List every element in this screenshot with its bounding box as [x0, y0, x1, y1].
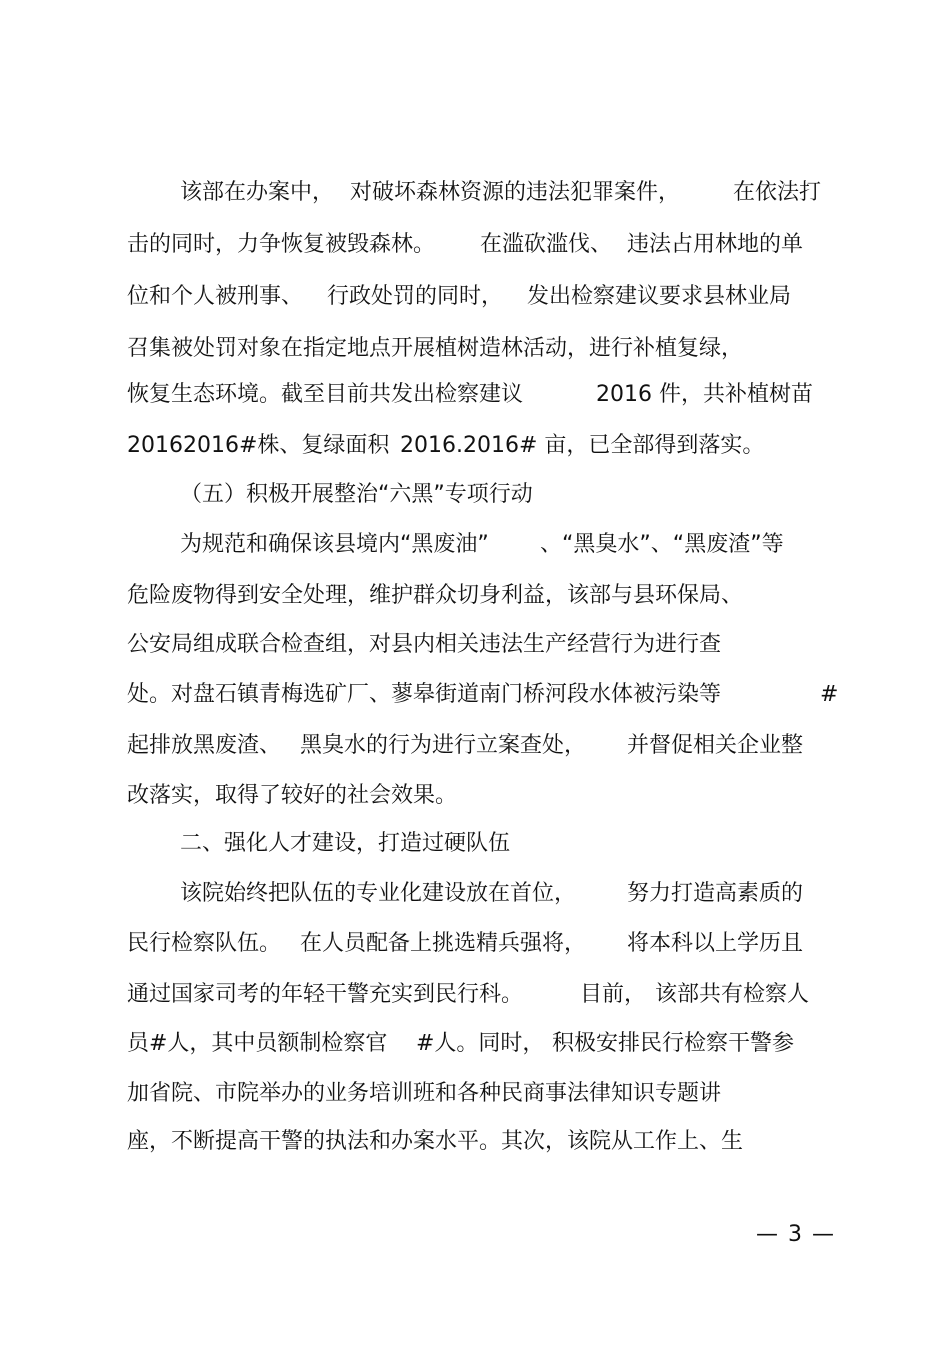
- text-segment: 在人员配备上挑选精兵强将，: [300, 931, 587, 956]
- page-number: 3: [788, 1222, 802, 1247]
- paragraph-line: [0, 1029, 950, 1059]
- text-segment: 召集被处罚对象在指定地点开展植树造林活动，进行补植复绿，: [127, 336, 744, 361]
- text-segment: 目前，: [580, 982, 647, 1007]
- text-segment: 危险废物得到安全处理，维护群众切身利益，该部与县环保局、: [127, 583, 744, 608]
- paragraph-line: [0, 530, 950, 560]
- text-segment: 民行检察队伍。: [127, 931, 282, 956]
- text-segment: 2016 件，共补植树苗: [596, 382, 813, 407]
- heading-text: （五）积极开展整治“六黑”专项行动: [180, 482, 533, 507]
- page-number-left-dash: —: [756, 1222, 778, 1247]
- paragraph-line: [0, 1127, 950, 1157]
- paragraph-line: [0, 1079, 950, 1109]
- paragraph-line: [0, 334, 950, 364]
- text-segment: 对破坏森林资源的违法犯罪案件，: [350, 180, 681, 205]
- text-segment: 黑臭水的行为进行立案查处，: [300, 733, 587, 758]
- text-segment: 努力打造高素质的: [627, 881, 804, 906]
- text-segment: #人。同时，: [416, 1031, 545, 1056]
- text-segment: 该部共有检察人: [655, 982, 810, 1007]
- paragraph-line: [0, 282, 950, 312]
- text-segment: 将本科以上学历且: [627, 931, 804, 956]
- text-segment: 座，不断提高干警的执法和办案水平。其次，该院从工作上、生: [127, 1129, 744, 1154]
- text-segment: 积极安排民行检察干警参: [552, 1031, 795, 1056]
- paragraph-line: [0, 230, 950, 260]
- text-segment: 公安局组成联合检查组，对县内相关违法生产经营行为进行查: [127, 632, 722, 657]
- text-segment: 处。对盘石镇青梅选矿厂、蓼皋街道南门桥河段水体被污染等: [127, 682, 722, 707]
- text-segment: 通过国家司考的年轻干警充实到民行科。: [127, 982, 524, 1007]
- paragraph-line: [0, 431, 950, 461]
- text-segment: 员#人，其中员额制检察官: [127, 1031, 388, 1056]
- text-segment: 位和个人被刑事、: [127, 284, 304, 309]
- paragraph-line: [0, 731, 950, 761]
- text-segment: 行政处罚的同时，: [327, 284, 504, 309]
- text-segment: 在依法打: [733, 180, 822, 205]
- text-segment: 击的同时，力争恢复被毁森林。: [127, 232, 436, 257]
- paragraph-line: [0, 781, 950, 811]
- paragraph-line: [0, 929, 950, 959]
- text-segment: 恢复生态环境。截至目前共发出检察建议: [127, 382, 524, 407]
- paragraph-line: [0, 380, 950, 410]
- text-segment: 改落实，取得了较好的社会效果。: [127, 783, 458, 808]
- text-segment: 发出检察建议要求县林业局: [527, 284, 792, 309]
- text-segment: 2016.2016# 亩，已全部得到落实。: [400, 433, 765, 458]
- text-segment: 该院始终把队伍的专业化建设放在首位，: [180, 881, 577, 906]
- text-segment: 20162016#株、复绿面积: [127, 433, 390, 458]
- text-segment: 加省院、市院举办的业务培训班和各种民商事法律知识专题讲: [127, 1081, 722, 1106]
- paragraph-line: [0, 630, 950, 660]
- page-number-footer: [0, 1220, 950, 1250]
- page-number-right-dash: —: [812, 1222, 834, 1247]
- text-segment: 在滥砍滥伐、: [480, 232, 613, 257]
- paragraph-line: [0, 879, 950, 909]
- text-segment: 为规范和确保该县境内“黑废油”: [180, 532, 489, 557]
- text-segment: 起排放黑废渣、: [127, 733, 282, 758]
- paragraph-line: [0, 980, 950, 1010]
- text-segment: 该部在办案中，: [180, 180, 335, 205]
- text-segment: 、“黑臭水”、“黑废渣”等: [540, 532, 784, 557]
- paragraph-line: [0, 680, 950, 710]
- paragraph-line: [0, 178, 950, 208]
- heading-text: 二、强化人才建设，打造过硬队伍: [180, 831, 511, 856]
- paragraph-line: [0, 581, 950, 611]
- section-heading: [0, 829, 950, 859]
- text-segment: 违法占用林地的单: [627, 232, 804, 257]
- text-segment: 并督促相关企业整: [627, 733, 804, 758]
- section-heading: [0, 480, 950, 510]
- text-segment: #: [820, 682, 839, 707]
